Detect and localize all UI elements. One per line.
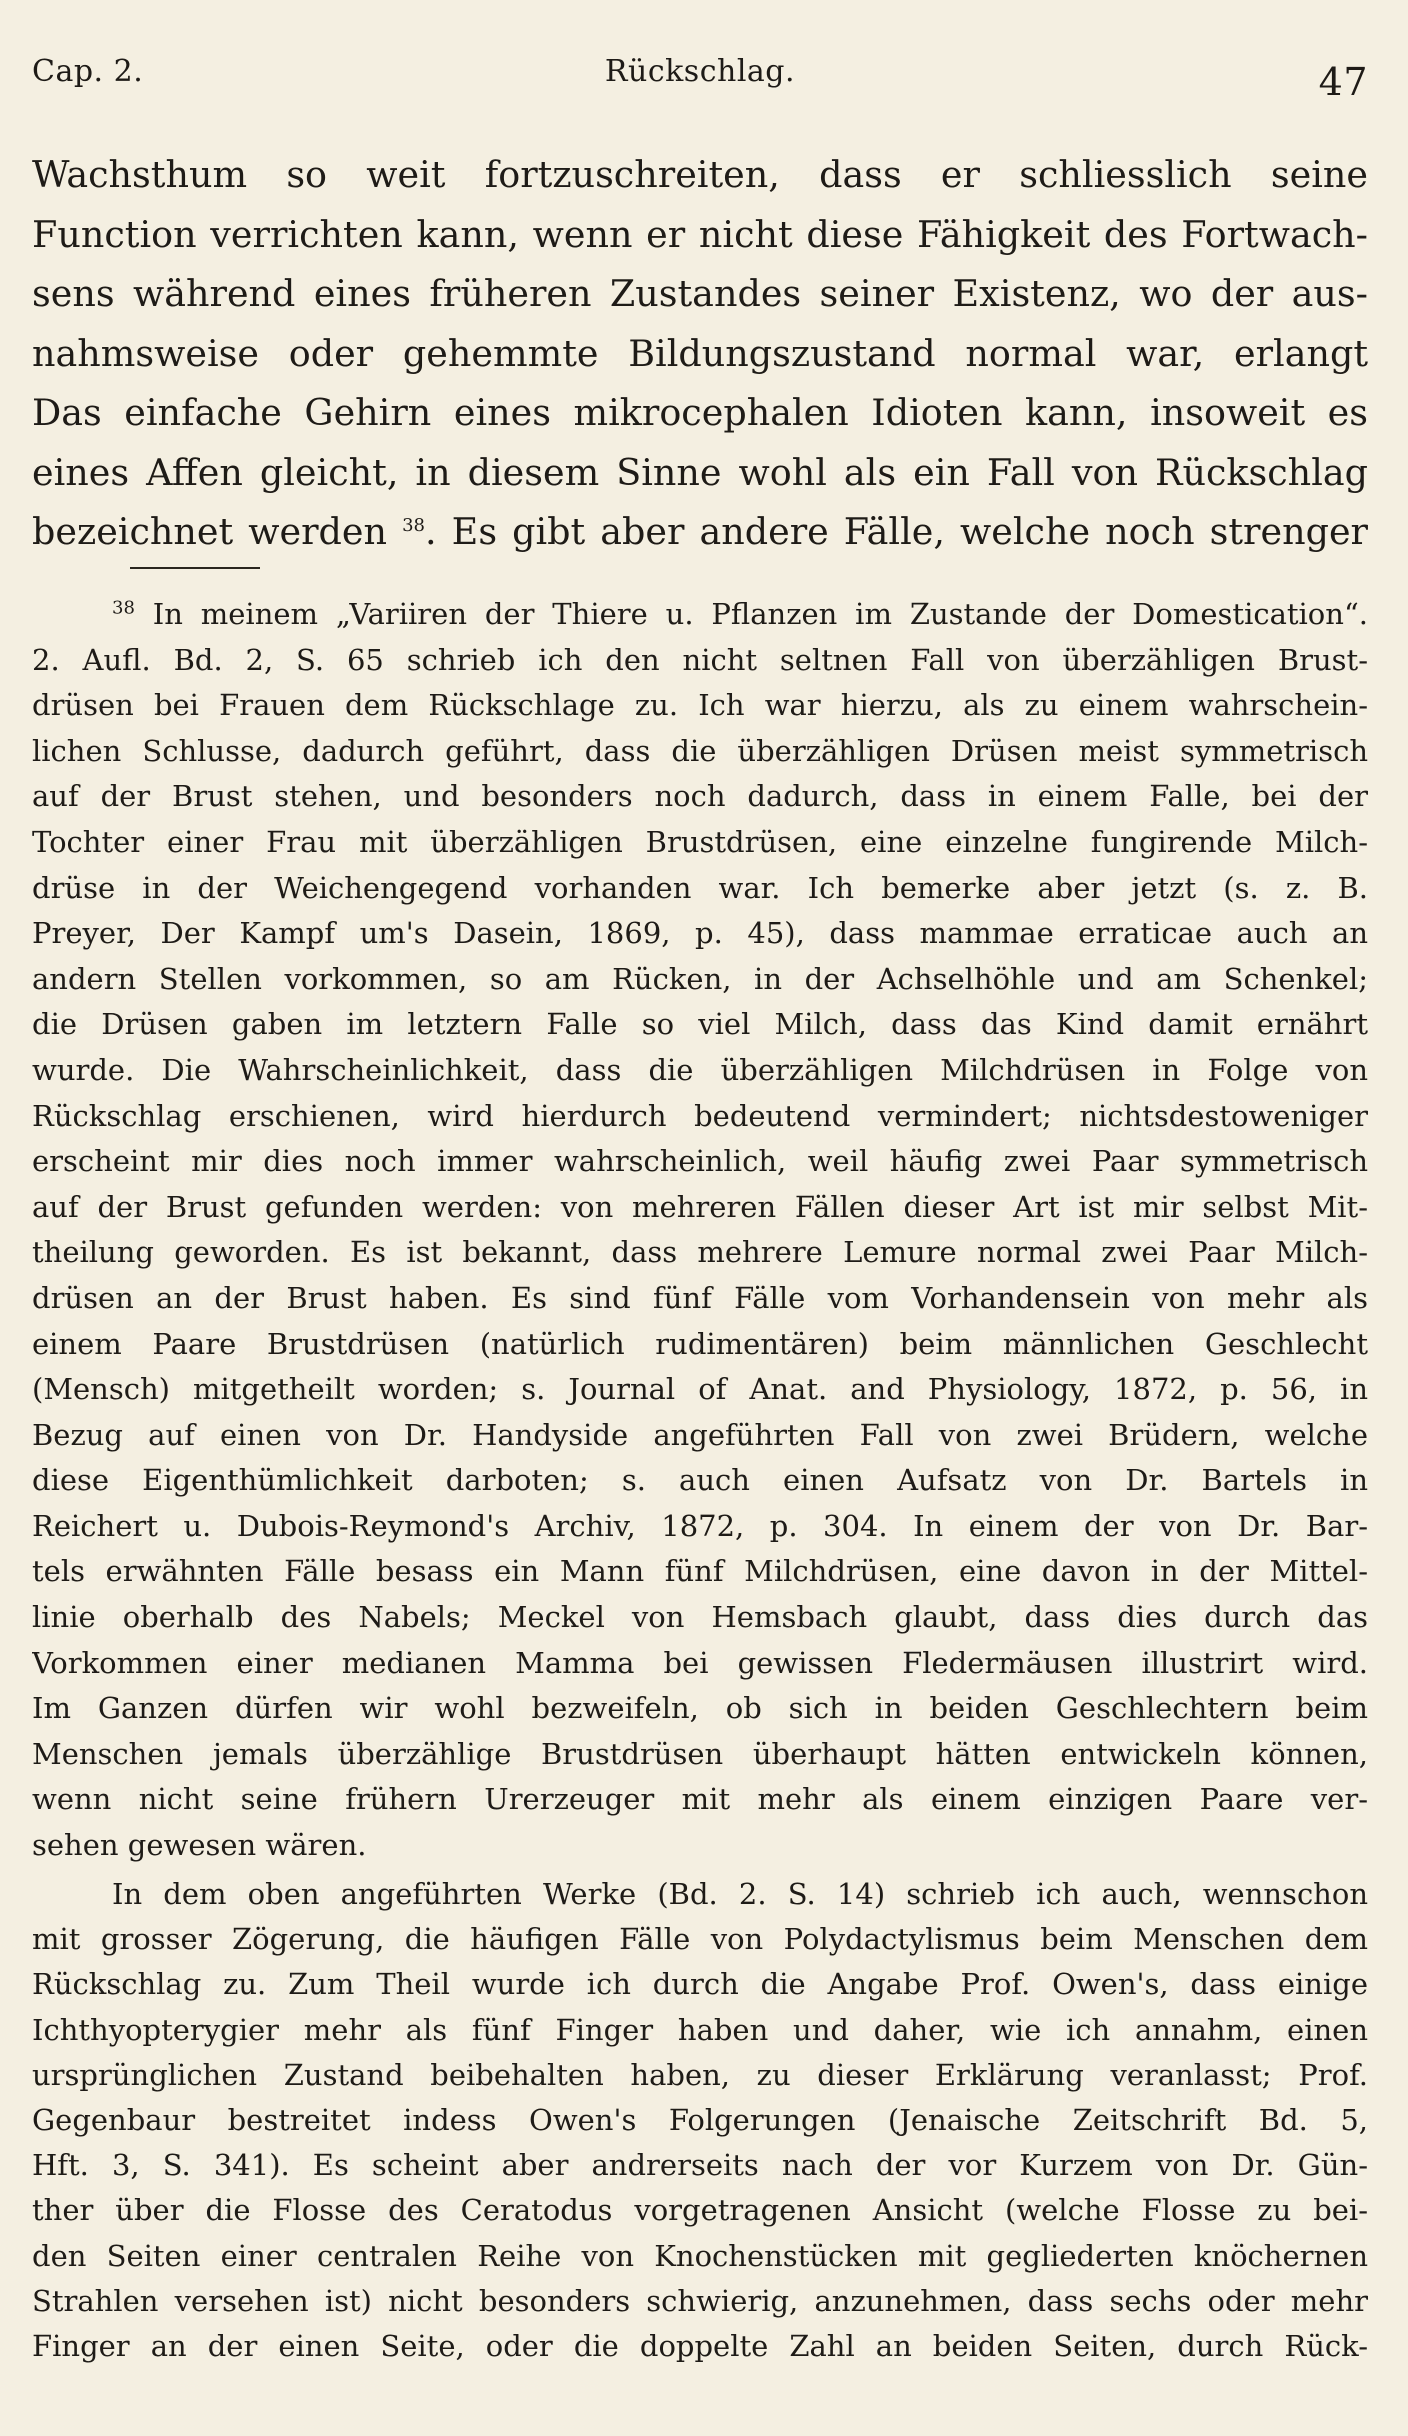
text-line: 2. Aufl. Bd. 2, S. 65 schrieb ich den nicht seltnen Fall von überzähligen Brust- [32, 642, 1368, 677]
main-text [32, 145, 1368, 562]
text-line: Gegenbaur bestreitet indess Owen's Folgerungen (Jenaische Zeitschrift Bd. 5, [32, 2102, 1368, 2137]
page-number: 47 [1318, 60, 1368, 104]
text-line: In dem oben angeführten Werke (Bd. 2. S. 14) schrieb ich auch, wennschon [112, 1877, 1368, 1911]
text-line: erscheint mir dies noch immer wahrscheinlich, weil häufig zwei Paar symmetrisch [32, 1144, 1368, 1179]
text-line: drüsen an der Brust haben. Es sind fünf Fälle vom Vorhandensein von mehr als [32, 1280, 1368, 1315]
text-line: Bezug auf einen von Dr. Handyside angeführten Fall von zwei Brüdern, welche [32, 1417, 1368, 1452]
text-line: Vorkommen einer medianen Mamma bei gewissen Fledermäusen illustrirt wird. [32, 1645, 1368, 1680]
chapter-label: Cap. 2. [32, 54, 144, 89]
text-line: lichen Schlusse, dadurch geführt, dass die überzähligen Drüsen meist symmetrisch [32, 733, 1368, 768]
text-line: Ichthyopterygier mehr als fünf Finger haben und daher, wie ich annahm, einen [32, 2012, 1368, 2047]
text-line: Preyer, Der Kampf um's Dasein, 1869, p. 45), dass mammae erraticae auch an [32, 916, 1368, 951]
text-line: andern Stellen vorkommen, so am Rücken, in der Achselhöhle und am Schenkel; [32, 961, 1368, 996]
text-line [32, 592, 1368, 638]
text-segment: Es gibt aber andere Fälle, welche noch strenger [451, 510, 1368, 553]
text-line: diese Eigenthümlichkeit darboten; s. auch einen Aufsatz von Dr. Bartels in [32, 1463, 1368, 1498]
text-segment: In meinem „Variiren der Thiere u. Pflanzen im Zustande der Domestication“. [152, 597, 1368, 631]
text-line: auf der Brust stehen, und besonders noch dadurch, dass in einem Falle, bei der [32, 779, 1368, 814]
text-line: Finger an der einen Seite, oder die doppelte Zahl an beiden Seiten, durch Rück- [32, 2328, 1368, 2363]
text-line: Reichert u. Dubois-Reymond's Archiv, 1872, p. 304. In einem der von Dr. Bar- [32, 1508, 1368, 1543]
text-line: bezeichnet werden $^{38}$. Es gibt aber andere Fälle, welche noch strenger [32, 510, 1368, 553]
text-line: Hft. 3, S. 341). Es scheint aber andrerseits nach der vor Kurzem von Dr. Gün- [32, 2148, 1368, 2183]
text-line: die Drüsen gaben im letztern Falle so viel Milch, dass das Kind damit ernährt [32, 1007, 1368, 1042]
running-header [32, 48, 1368, 108]
text-line: sehen gewesen wären. [32, 1828, 367, 1863]
text-line: ursprünglichen Zustand beibehalten haben, zu dieser Erklärung veranlasst; Prof. [32, 2057, 1368, 2092]
text-line: Function verrichten kann, wenn er nicht diese Fähigkeit des Fortwach- [32, 212, 1368, 256]
text-line: ther über die Flosse des Ceratodus vorgetragenen Ansicht (welche Flosse zu bei- [32, 2193, 1368, 2228]
text-line: drüse in der Weichengegend vorhanden war. Ich bemerke aber jetzt (s. z. B. [32, 870, 1368, 905]
text-line: tels erwähnten Fälle besass ein Mann fünf Milchdrüsen, eine davon in der Mittel- [32, 1554, 1368, 1589]
text-line: einem Paare Brustdrüsen (natürlich rudimentären) beim männlichen Geschlecht [32, 1326, 1368, 1361]
text-line: Strahlen versehen ist) nicht besonders schwierig, anzunehmen, dass sechs oder mehr [32, 2283, 1368, 2318]
text-line: Tochter einer Frau mit überzähligen Brustdrüsen, eine einzelne fungirende Milch- [32, 824, 1368, 859]
text-line: (Mensch) mitgetheilt worden; s. Journal of Anat. and Physiology, 1872, p. 56, in [32, 1372, 1368, 1407]
text-line: wenn nicht seine frühern Urerzeuger mit mehr als einem einzigen Paare ver- [32, 1782, 1368, 1817]
paragraph [32, 1872, 1368, 2369]
text-line: mit grosser Zögerung, die häufigen Fälle von Polydactylismus beim Menschen dem [32, 1922, 1368, 1957]
text-line: Im Ganzen dürfen wir wohl bezweifeln, ob sich in beiden Geschlechtern beim [32, 1691, 1368, 1726]
footnote-marker: 38 [112, 597, 135, 619]
text-line: den Seiten einer centralen Reihe von Knochenstücken mit gegliederten knöchernen [32, 2238, 1368, 2273]
text-line: Rückschlag erschienen, wird hierdurch bedeutend vermindert; nichtsdestoweniger [32, 1098, 1368, 1133]
text-line: eines Affen gleicht, in diesem Sinne wohl als ein Fall von Rückschlag [32, 450, 1368, 494]
text-segment: bezeichnet werden [32, 510, 388, 553]
footnote-divider [130, 567, 260, 569]
footnote-reference: 38 [402, 514, 425, 536]
text-line: drüsen bei Frauen dem Rückschlage zu. Ich war hierzu, als zu einem wahrschein- [32, 688, 1368, 723]
text-line: auf der Brust gefunden werden: von mehreren Fällen dieser Art ist mir selbst Mit- [32, 1189, 1368, 1224]
text-line: theilung geworden. Es ist bekannt, dass mehrere Lemure normal zwei Paar Milch- [32, 1235, 1368, 1270]
text-line: Wachsthum so weit fortzuschreiten, dass er schliesslich seine [32, 153, 1368, 196]
footnote [32, 592, 1368, 1869]
text-line: nahmsweise oder gehemmte Bildungszustand normal war, erlangt [32, 331, 1368, 375]
text-line: Menschen jemals überzählige Brustdrüsen überhaupt hätten entwickeln können, [32, 1736, 1368, 1771]
text-line: wurde. Die Wahrscheinlichkeit, dass die überzähligen Milchdrüsen in Folge von [32, 1052, 1368, 1087]
text-line: linie oberhalb des Nabels; Meckel von Hemsbach glaubt, dass dies durch das [32, 1600, 1368, 1635]
text-line: Das einfache Gehirn eines mikrocephalen Idioten kann, insoweit es [32, 391, 1368, 434]
text-line: Rückschlag zu. Zum Theil wurde ich durch die Angabe Prof. Owen's, dass einige [32, 1967, 1368, 2002]
text-line: sens während eines früheren Zustandes seiner Existenz, wo der aus- [32, 272, 1368, 315]
running-title: Rückschlag. [604, 54, 796, 89]
